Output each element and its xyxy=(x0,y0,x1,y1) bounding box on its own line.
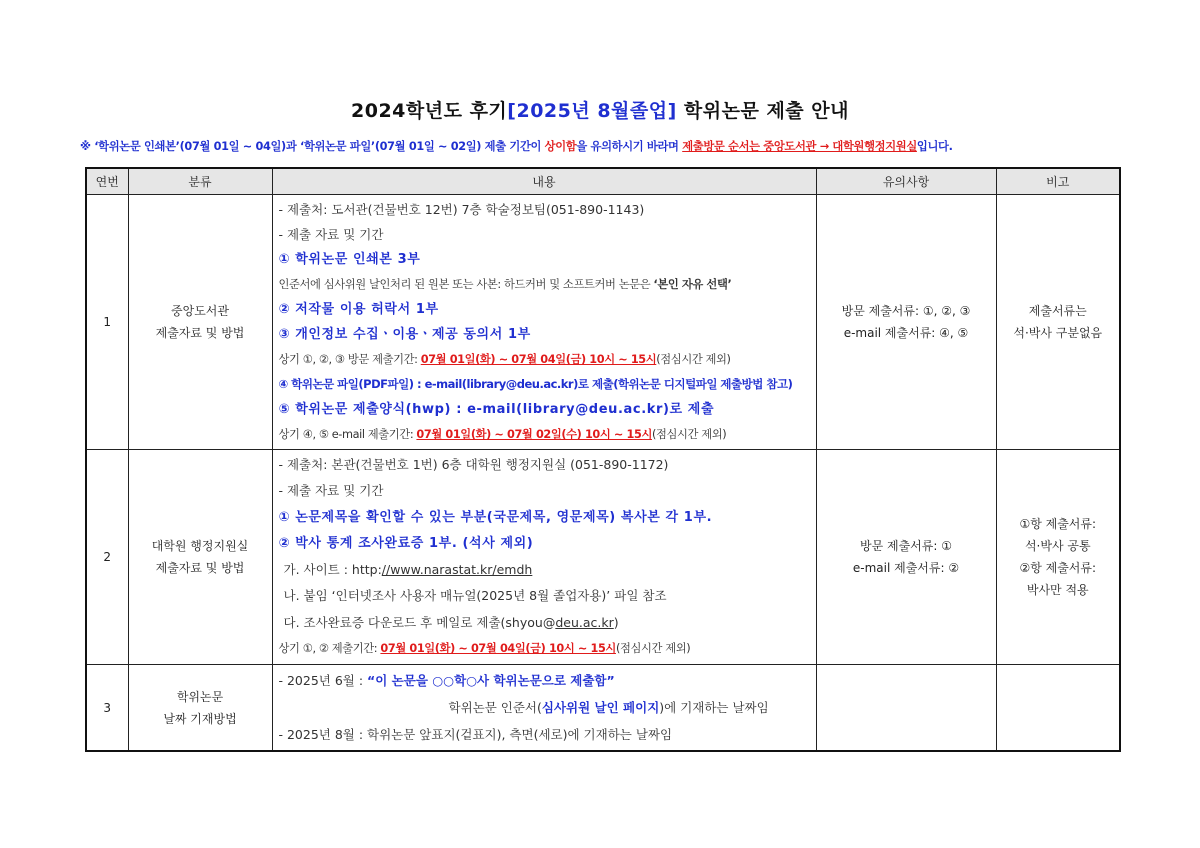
content-text-bold: “이 논문을 ○○학○사 학위논문으로 제출함” xyxy=(367,673,615,689)
table-row xyxy=(86,450,1120,665)
deadline-text: 07월 01일(화) ~ 07월 02일(수) 10시 ~ 15시 xyxy=(416,428,652,441)
site-link[interactable]: //www.narastat.kr/emdh xyxy=(381,562,533,578)
row-no: 2 xyxy=(86,450,128,665)
header-remark: 비고 xyxy=(996,168,1120,195)
content-text: ) xyxy=(613,614,619,630)
row-note xyxy=(816,450,996,665)
content-text: 학위논문 인준서( xyxy=(448,700,542,716)
title-highlight: [2025년 8월졸업] xyxy=(507,100,677,122)
remark-line: ②항 제출서류: xyxy=(1019,561,1097,576)
content-line xyxy=(279,557,810,583)
notice-part4: 제출방문 순서는 중앙도서관 → 대학원행정지원실 xyxy=(682,140,917,153)
row-no: 3 xyxy=(86,665,128,752)
row-remark xyxy=(996,195,1120,450)
category-line: 날짜 기재방법 xyxy=(163,711,237,726)
row-category xyxy=(128,195,272,450)
content-line xyxy=(279,272,810,297)
row-content xyxy=(272,195,816,450)
content-text: (점심시간 제외) xyxy=(651,428,727,441)
notice-part1: ※ ‘학위논문 인쇄본’(07월 01일 ~ 04일)과 ‘학위논문 파일’(07월 01일 ~ 02일) 제출 기간이 xyxy=(80,140,545,153)
content-line: ⑤ 학위논문 제출양식(hwp) : e-mail(library@deu.ac.kr)로 제출 xyxy=(278,402,715,417)
content-line: 나. 붙임 ‘인터넷조사 사용자 매뉴얼(2025년 8월 졸업자용)’ 파일 참조 xyxy=(283,588,667,604)
content-line: - 제출처: 도서관(건물번호 12번) 7층 학술정보팀(051-890-1143) xyxy=(278,202,645,217)
content-line xyxy=(279,610,810,636)
category-line: 제출자료 및 방법 xyxy=(155,561,245,576)
content-line: ① 논문제목을 확인할 수 있는 부분(국문제목, 영문제목) 복사본 각 1부. xyxy=(278,509,713,525)
content-text: (점심시간 제외) xyxy=(656,353,731,366)
title-prefix: 2024학년도 후기 xyxy=(351,100,508,122)
row-note xyxy=(816,195,996,450)
note-line: e-mail 제출서류: ④, ⑤ xyxy=(843,326,969,340)
notice-part2: 상이함 xyxy=(544,140,577,153)
title-suffix: 학위논문 제출 안내 xyxy=(676,100,849,122)
content-text: 다. 조사완료증 다운로드 후 메일로 제출(shyou@ xyxy=(283,614,556,630)
note-line: 방문 제출서류: ① xyxy=(860,539,952,554)
table-header-row xyxy=(86,168,1120,195)
content-line xyxy=(279,422,810,447)
content-line: - 2025년 8월 : 학위논문 앞표지(겉표지), 측면(세로)에 기재하는 날짜임 xyxy=(278,727,673,743)
header-category: 분류 xyxy=(128,168,272,195)
content-text-bold: ‘본인 자유 선택’ xyxy=(653,278,732,291)
content-text: 가. 사이트 : http: xyxy=(283,562,382,578)
table-row xyxy=(86,665,1120,752)
content-text: ④ 학위논문 파일(PDF파일) : e-mail(library@deu.ac.kr)로 제출 xyxy=(278,377,614,391)
row-content xyxy=(272,665,816,752)
category-line: 학위논문 xyxy=(176,689,224,704)
note-line: e-mail 제출서류: ② xyxy=(852,561,960,576)
content-text: 상기 ④, ⑤ e-mail 제출기간: xyxy=(278,428,417,441)
content-text-bold: 심사위원 날인 페이지 xyxy=(541,700,660,716)
notice-part5: 입니다. xyxy=(916,140,953,153)
category-line: 중앙도서관 xyxy=(171,304,229,318)
remark-line: 석·박사 공통 xyxy=(1024,539,1091,554)
page-title xyxy=(0,96,1200,123)
row-content xyxy=(272,450,816,665)
header-note: 유의사항 xyxy=(816,168,996,195)
header-no: 연번 xyxy=(86,168,128,195)
content-text: 인준서에 심사위원 날인처리 된 원본 또는 사본: 하드커버 및 소프트커버 논문은 xyxy=(278,278,654,291)
category-line: 제출자료 및 방법 xyxy=(155,326,245,340)
content-text: (점심시간 제외) xyxy=(615,642,691,656)
content-text: )에 기재하는 날짜임 xyxy=(659,700,769,716)
notice-part3: 을 유의하시기 바라며 xyxy=(576,140,683,153)
remark-line: 석·박사 구분없음 xyxy=(1013,326,1103,340)
email-link[interactable]: deu.ac.kr xyxy=(555,614,614,630)
content-text: 상기 ①, ②, ③ 방문 제출기간: xyxy=(278,353,421,366)
content-line xyxy=(279,667,810,694)
content-line: ② 저작물 이용 허락서 1부 xyxy=(278,302,439,317)
content-line xyxy=(279,372,810,397)
content-line xyxy=(279,694,810,721)
remark-line: ①항 제출서류: xyxy=(1019,517,1097,532)
content-line: - 제출 자료 및 기간 xyxy=(278,483,384,499)
row-remark xyxy=(996,450,1120,665)
row-category xyxy=(128,665,272,752)
remark-line: 제출서류는 xyxy=(1028,304,1087,318)
content-text: 상기 ①, ② 제출기간: xyxy=(278,642,381,656)
content-line: - 제출 자료 및 기간 xyxy=(278,227,384,242)
content-line: ② 박사 통계 조사완료증 1부. (석사 제외) xyxy=(278,535,534,551)
note-line: 방문 제출서류: ①, ②, ③ xyxy=(841,304,971,318)
content-line: ③ 개인정보 수집ㆍ이용ㆍ제공 동의서 1부 xyxy=(278,327,531,342)
table-row xyxy=(86,195,1120,450)
category-line: 대학원 행정지원실 xyxy=(151,539,249,554)
content-text: (학위논문 디지털파일 제출방법 참고) xyxy=(613,377,793,391)
deadline-text: 07월 01일(화) ~ 07월 04일(금) 10시 ~ 15시 xyxy=(380,642,616,656)
header-content: 내용 xyxy=(272,168,816,195)
deadline-text: 07월 01일(화) ~ 07월 04일(금) 10시 ~ 15시 xyxy=(420,353,657,366)
content-text: - 2025년 6월 : xyxy=(278,673,368,689)
row-note xyxy=(816,665,996,752)
row-remark xyxy=(996,665,1120,752)
content-line xyxy=(279,636,810,662)
content-line xyxy=(279,347,810,372)
row-category xyxy=(128,450,272,665)
content-line: ① 학위논문 인쇄본 3부 xyxy=(278,252,421,267)
notice-line xyxy=(80,138,1140,154)
remark-line: 박사만 적용 xyxy=(1026,583,1089,598)
submission-table xyxy=(85,167,1121,752)
row-no: 1 xyxy=(86,195,128,450)
content-line: - 제출처: 본관(건물번호 1번) 6층 대학원 행정지원실 (051-890-1172) xyxy=(278,457,669,472)
